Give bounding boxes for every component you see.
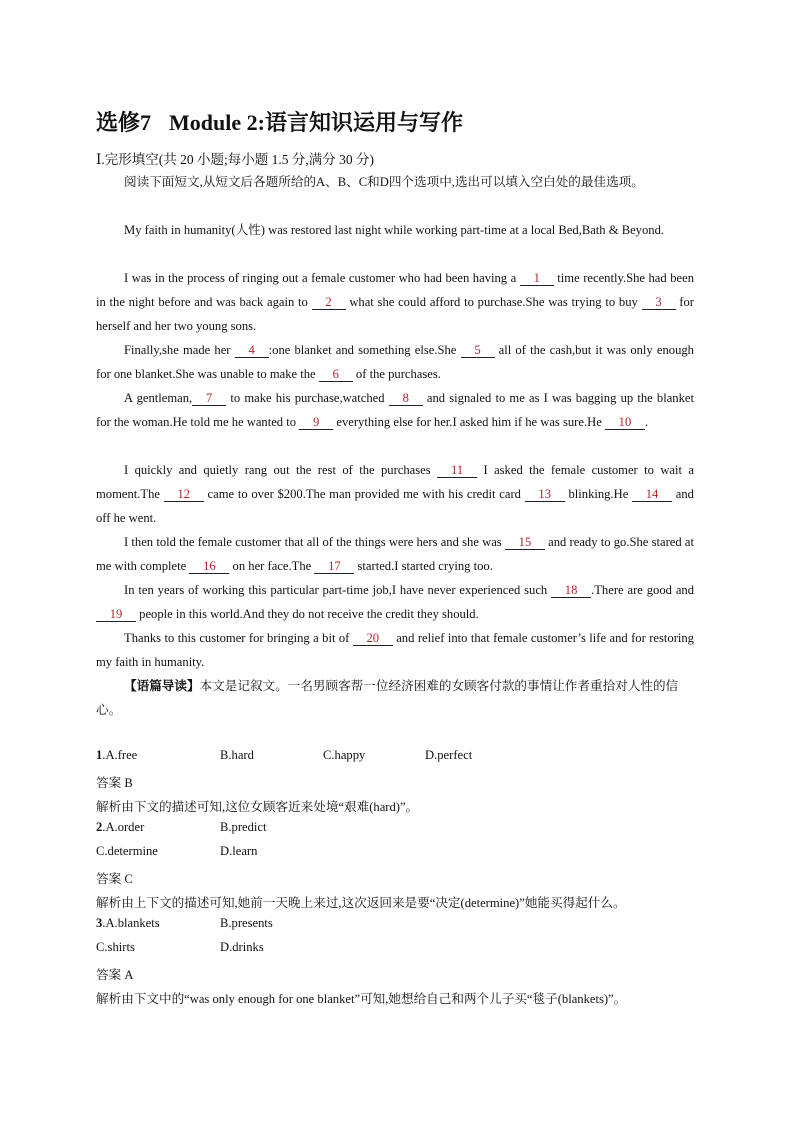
question-2-option-d: D.learn: [220, 844, 258, 858]
question-1-answer: 答案 B: [96, 776, 133, 790]
question-1-option-c: C.happy: [323, 748, 366, 762]
passage-guide: [96, 674, 694, 722]
question-1-analysis: 解析由下文的描述可知,这位女顾客近来处境“艰难(hard)”。: [96, 800, 419, 814]
blank-7: 7: [192, 391, 226, 406]
question-3-analysis: 解析由下文中的“was only enough for one blanket”可知,她想给自己和两个儿子买“毯子(blankets)”。: [96, 992, 627, 1006]
blank-13: 13: [525, 487, 565, 502]
passage-paragraph-3: Finally,she made her 4 :one blanket and something else.She 5 all of the cash,but it was only enough for one blanket.She was unable to make the 6 of the purchases.: [96, 343, 694, 381]
question-3-answer: 答案 A: [96, 968, 134, 982]
question-3-option-c: C.shirts: [96, 940, 135, 954]
blank-18: 18: [551, 583, 591, 598]
blank-2: 2: [312, 295, 346, 310]
blank-17: 17: [314, 559, 354, 574]
question-1-option-d: D.perfect: [425, 748, 473, 762]
title-part2: Module 2:语言知识运用与写作: [169, 110, 463, 135]
blank-5: 5: [461, 343, 495, 358]
passage-paragraph-2: I was in the process of ringing out a female customer who had been having a 1 time recently.She had been in the night before and was back again to 2 what she could afford to purchase.She was trying to buy 3 for herself and her two young sons.: [96, 271, 694, 333]
blank-19: 19: [96, 607, 136, 622]
passage-paragraph-7: In ten years of working this particular part-time job,I have never experienced such 18 .There are good and 19 people in this world.And they do not receive the credit they should.: [96, 578, 694, 626]
question-3-option-d: D.drinks: [220, 940, 264, 954]
blank-3: 3: [642, 295, 676, 310]
question-2-option-c: C.determine: [96, 844, 158, 858]
passage-paragraph-8: Thanks to this customer for bringing a bit of 20 and relief into that female customer’s life and for restoring my faith in humanity.: [96, 631, 694, 669]
blank-20: 20: [353, 631, 393, 646]
page-title: [96, 106, 463, 137]
question-2-option-b: B.predict: [220, 820, 267, 834]
passage-paragraph-1: My faith in humanity(人性) was restored last night while working part-time at a local Bed,Bath & Beyond.: [124, 223, 665, 237]
question-3-option-b: B.presents: [220, 916, 273, 930]
blank-1: 1: [520, 271, 554, 286]
guide-label: 【语篇导读】: [124, 679, 200, 693]
blank-16: 16: [189, 559, 229, 574]
passage-paragraph-6: I then told the female customer that all of the things were hers and she was 15 and ready to go.She stared at me with complete 16 on her face.The 17 started.I started crying too.: [96, 535, 694, 573]
blank-10: 10: [605, 415, 645, 430]
blank-6: 6: [319, 367, 353, 382]
question-1-option-a: 1.A.free: [96, 748, 138, 762]
blank-9: 9: [299, 415, 333, 430]
section-heading: Ⅰ.完形填空(共 20 小题;每小题 1.5 分,满分 30 分): [96, 152, 374, 167]
instruction: 阅读下面短文,从短文后各题所给的A、B、C和D四个选项中,选出可以填入空白处的最佳选项。: [124, 175, 644, 189]
question-2-option-a: 2.A.order: [96, 820, 145, 834]
title-part1: 选修7: [96, 110, 152, 135]
blank-8: 8: [389, 391, 423, 406]
blank-12: 12: [164, 487, 204, 502]
guide-text: 本文是记叙文。一名男顾客帮一位经济困难的女顾客付款的事情让作者重拾对人性的信心。: [96, 679, 679, 717]
question-2-answer: 答案 C: [96, 872, 133, 886]
passage-paragraph-4: A gentleman, 7 to make his purchase,watched 8 and signaled to me as I was bagging up the blanket for the woman.He told me he wanted to 9 everything else for her.I asked him if he was sure.He 10 .: [96, 391, 694, 429]
blank-11: 11: [437, 463, 477, 478]
blank-15: 15: [505, 535, 545, 550]
question-3-option-a: 3.A.blankets: [96, 916, 160, 930]
question-2-analysis: 解析由上下文的描述可知,她前一天晚上来过,这次返回来是要“决定(determine)”她能买得起什么。: [96, 896, 626, 910]
passage-paragraph-5: I quickly and quietly rang out the rest of the purchases 11 I asked the female customer to wait a moment.The 12 came to over $200.The man provided me with his credit card 13 blinking.He 14 and off he went.: [96, 463, 694, 525]
question-1-option-b: B.hard: [220, 748, 254, 762]
blank-4: 4: [235, 343, 269, 358]
blank-14: 14: [632, 487, 672, 502]
